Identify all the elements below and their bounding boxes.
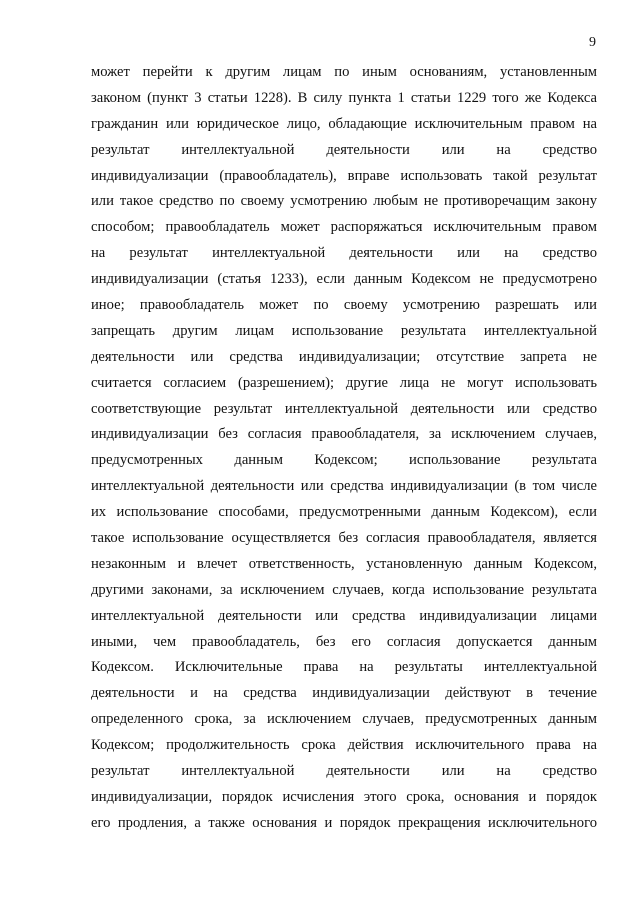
- text-line: результат интеллектуальной деятельности или на средство: [91, 141, 597, 158]
- text-line: иными, чем правообладатель, без его согласия допускается данным: [91, 633, 597, 650]
- text-line: другими законами, за исключением случаев, когда использование результата: [91, 581, 597, 598]
- text-line: результат интеллектуальной деятельности или на средство: [91, 763, 597, 780]
- text-line: законом (пункт 3 статьи 1228). В силу пункта 1 статьи 1229 того же Кодекса: [91, 89, 597, 106]
- text-line: гражданин или юридическое лицо, обладающие исключительным правом на: [91, 115, 597, 132]
- text-line: незаконным и влечет ответственность, установленную данным Кодексом,: [91, 555, 597, 572]
- text-line: Кодексом. Исключительные права на результаты интеллектуальной: [91, 659, 597, 676]
- text-line: деятельности и на средства индивидуализации действуют в течение: [91, 685, 597, 702]
- text-line: его продления, а также основания и порядок прекращения исключительного: [91, 814, 597, 831]
- text-line: интеллектуальной деятельности или средства индивидуализации лицами: [91, 607, 597, 624]
- text-line: или такое средство по своему усмотрению любым не противоречащим закону: [91, 193, 597, 210]
- text-line: деятельности или средства индивидуализации; отсутствие запрета не: [91, 348, 597, 365]
- text-line: соответствующие результат интеллектуальной деятельности или средство: [91, 400, 597, 417]
- text-line: индивидуализации, порядок исчисления этого срока, основания и порядок: [91, 788, 597, 805]
- text-line: на результат интеллектуальной деятельности или на средство: [91, 245, 597, 262]
- body-text: [91, 60, 597, 837]
- text-line: интеллектуальной деятельности или средства индивидуализации (в том числе: [91, 478, 597, 495]
- text-line: определенного срока, за исключением случаев, предусмотренных данным: [91, 711, 597, 728]
- text-line: иное; правообладатель может по своему усмотрению разрешать или: [91, 297, 597, 314]
- text-line: их использование способами, предусмотренными данным Кодексом), если: [91, 504, 597, 521]
- text-line: запрещать другим лицам использование результата интеллектуальной: [91, 322, 597, 339]
- text-line: способом; правообладатель может распоряжаться исключительным правом: [91, 219, 597, 236]
- text-line: предусмотренных данным Кодексом; использование результата: [91, 452, 597, 469]
- text-line: считается согласием (разрешением); другие лица не могут использовать: [91, 374, 597, 391]
- text-line: Кодексом; продолжительность срока действия исключительного права на: [91, 737, 597, 754]
- text-line: индивидуализации (правообладатель), вправе использовать такой результат: [91, 167, 597, 184]
- text-line: такое использование осуществляется без согласия правообладателя, является: [91, 530, 597, 547]
- text-line: индивидуализации без согласия правообладателя, за исключением случаев,: [91, 426, 597, 443]
- text-line: может перейти к другим лицам по иным основаниям, установленным: [91, 64, 597, 80]
- page-number: 9: [589, 35, 596, 50]
- text-line: индивидуализации (статья 1233), если данным Кодексом не предусмотрено: [91, 271, 597, 288]
